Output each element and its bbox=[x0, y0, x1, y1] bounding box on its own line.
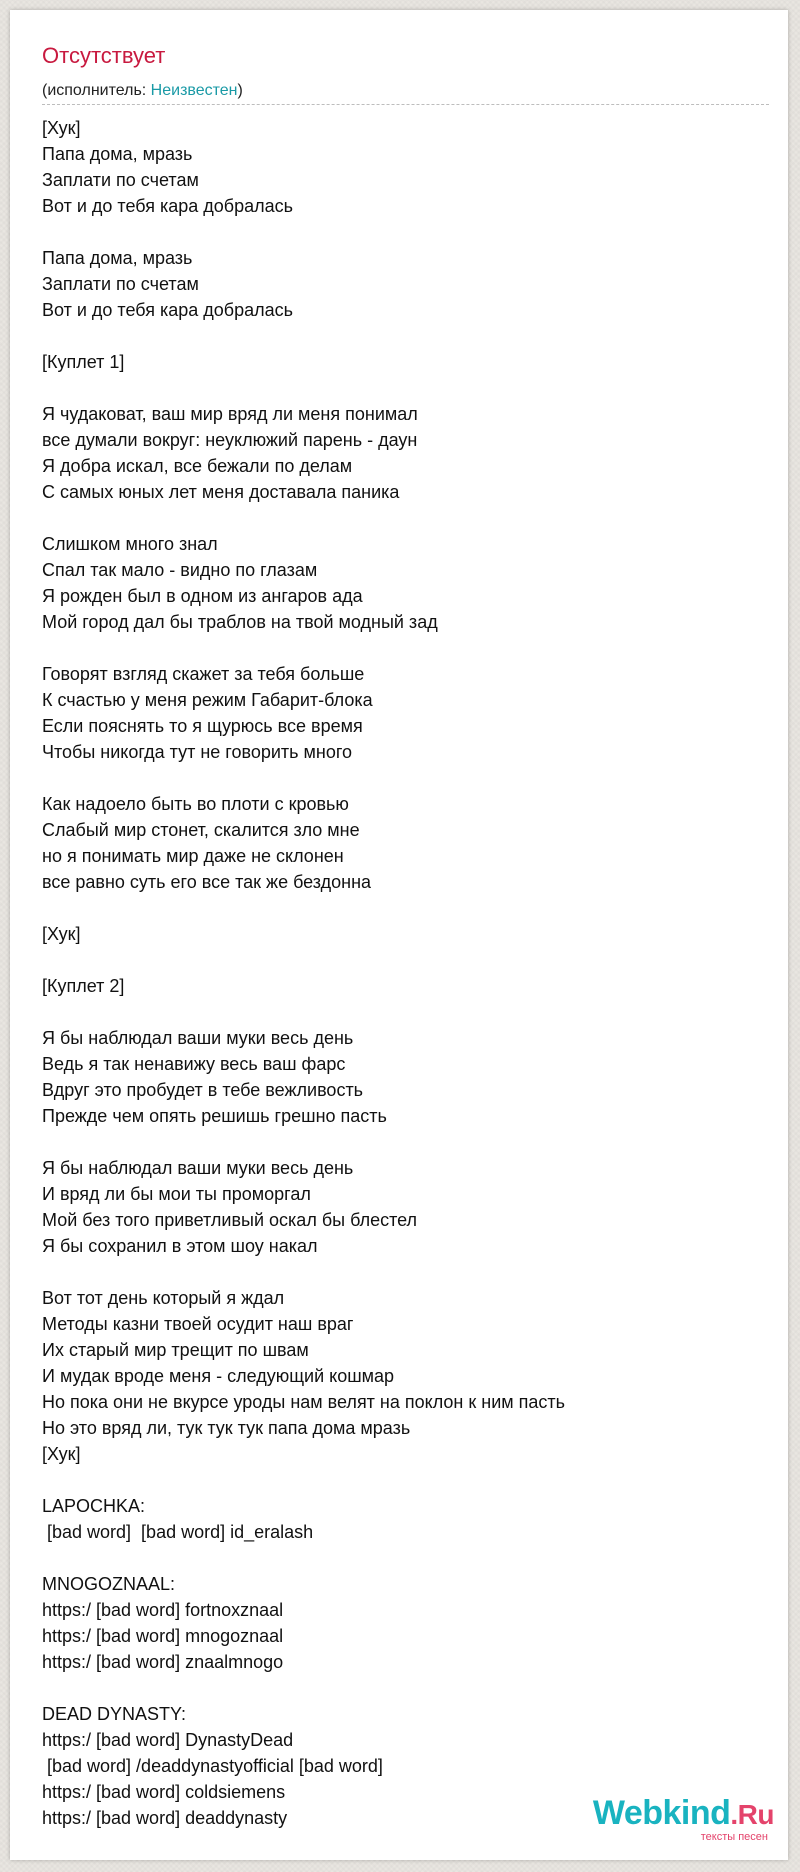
lyric-line: Их старый мир трещит по швам bbox=[42, 1340, 309, 1360]
lyric-line bbox=[42, 1545, 772, 1571]
lyric-line: Я бы наблюдал ваши муки весь день bbox=[42, 1158, 354, 1178]
lyric-line: Папа дома, мразь bbox=[42, 144, 193, 164]
lyric-line: все равно суть его все так же бездонна bbox=[42, 872, 372, 892]
lyric-line: Прежде чем опять решишь грешно пасть bbox=[42, 1106, 387, 1126]
lyric-line: [Куплет 2] bbox=[42, 976, 125, 996]
lyric-line: Я чудаковат, ваш мир вряд ли меня понимал bbox=[42, 404, 418, 424]
lyric-line: Чтобы никогда тут не говорить много bbox=[42, 742, 353, 762]
lyric-line bbox=[42, 219, 772, 245]
lyric-line: https:/ [bad word] znaalmnogo bbox=[42, 1652, 284, 1672]
lyric-line: Если пояснять то я щурюсь все время bbox=[42, 716, 363, 736]
artist-prefix: (исполнитель: bbox=[42, 82, 151, 99]
logo-wordmark: Webkind.Ru bbox=[592, 1794, 774, 1832]
lyric-line: LAPOCHKA: bbox=[42, 1496, 146, 1516]
lyric-line: Но это вряд ли, тук тук тук папа дома мразь bbox=[42, 1418, 411, 1438]
lyric-line: Как надоело быть во плоти с кровью bbox=[42, 794, 349, 814]
lyric-line: Вот и до тебя кара добралась bbox=[42, 196, 293, 216]
lyric-line: MNOGOZNAAL: bbox=[42, 1574, 176, 1594]
lyric-line bbox=[42, 323, 772, 349]
lyric-line bbox=[42, 505, 772, 531]
lyric-line: Вот тот день который я ждал bbox=[42, 1288, 285, 1308]
lyric-line: https:/ [bad word] fortnoxznaal bbox=[42, 1600, 284, 1620]
lyric-line: С самых юных лет меня доставала паника bbox=[42, 482, 400, 502]
lyric-line: https:/ [bad word] deaddynasty bbox=[42, 1808, 288, 1828]
lyric-line: [Хук] bbox=[42, 924, 81, 944]
lyric-line: [Куплет 1] bbox=[42, 352, 125, 372]
lyric-line bbox=[42, 1129, 772, 1155]
lyrics-text bbox=[42, 115, 772, 1831]
lyric-line: Слишком много знал bbox=[42, 534, 218, 554]
lyric-line: Я бы наблюдал ваши муки весь день bbox=[42, 1028, 354, 1048]
lyric-line: DEAD DYNASTY: bbox=[42, 1704, 187, 1724]
lyric-line: Вот и до тебя кара добралась bbox=[42, 300, 293, 320]
lyric-line: Я бы сохранил в этом шоу накал bbox=[42, 1236, 318, 1256]
lyric-line: Вдруг это пробудет в тебе вежливость bbox=[42, 1080, 364, 1100]
lyric-line: [Хук] bbox=[42, 118, 81, 138]
lyrics-card bbox=[10, 10, 788, 1860]
lyric-line bbox=[42, 895, 772, 921]
lyric-line: Мой город дал бы траблов на твой модный зад bbox=[42, 612, 438, 632]
lyric-line bbox=[42, 999, 772, 1025]
lyric-line: Ведь я так ненавижу весь ваш фарс bbox=[42, 1054, 346, 1074]
artist-link[interactable]: Неизвестен bbox=[150, 82, 238, 99]
lyric-line: [bad word] [bad word] id_eralash bbox=[42, 1522, 314, 1542]
logo-tld: .Ru bbox=[730, 1799, 774, 1830]
lyric-line: К счастью у меня режим Габарит-блока bbox=[42, 690, 373, 710]
artist-line bbox=[42, 81, 243, 101]
lyric-line: И мудак вроде меня - следующий кошмар bbox=[42, 1366, 395, 1386]
lyric-line: Говорят взгляд скажет за тебя больше bbox=[42, 664, 365, 684]
lyric-line: Я рожден был в одном из ангаров ада bbox=[42, 586, 363, 606]
lyric-line: https:/ [bad word] mnogoznaal bbox=[42, 1626, 284, 1646]
lyric-line: [Хук] bbox=[42, 1444, 81, 1464]
lyric-line: все думали вокруг: неуклюжий парень - даун bbox=[42, 430, 418, 450]
lyric-line: Мой без того приветливый оскал бы блестел bbox=[42, 1210, 418, 1230]
lyric-line: Спал так мало - видно по глазам bbox=[42, 560, 318, 580]
lyric-line: [bad word] /deaddynastyofficial [bad word] bbox=[42, 1756, 383, 1776]
lyric-line: Заплати по счетам bbox=[42, 170, 199, 190]
lyric-line: но я понимать мир даже не склонен bbox=[42, 846, 344, 866]
lyric-line: Заплати по счетам bbox=[42, 274, 199, 294]
lyric-line bbox=[42, 765, 772, 791]
lyric-line: https:/ [bad word] coldsiemens bbox=[42, 1782, 286, 1802]
lyric-line: https:/ [bad word] DynastyDead bbox=[42, 1730, 294, 1750]
site-logo[interactable] bbox=[593, 1795, 774, 1843]
song-title: Отсутствует bbox=[42, 43, 166, 68]
lyric-line bbox=[42, 947, 772, 973]
lyric-line: Я добра искал, все бежали по делам bbox=[42, 456, 353, 476]
lyric-line: Слабый мир стонет, скалится зло мне bbox=[42, 820, 360, 840]
lyric-line: Но пока они не вкурсе уроды нам велят на поклон к ним пасть bbox=[42, 1392, 566, 1412]
lyric-line bbox=[42, 1259, 772, 1285]
lyric-line: И вряд ли бы мои ты проморгал bbox=[42, 1184, 311, 1204]
artist-suffix: ) bbox=[237, 82, 243, 99]
lyric-line bbox=[42, 635, 772, 661]
lyric-line: Методы казни твоей осудит наш враг bbox=[42, 1314, 354, 1334]
logo-tagline: тексты песен bbox=[700, 1831, 768, 1843]
divider bbox=[42, 104, 769, 105]
lyric-line bbox=[42, 1467, 772, 1493]
lyric-line bbox=[42, 375, 772, 401]
lyric-line bbox=[42, 1675, 772, 1701]
lyric-line: Папа дома, мразь bbox=[42, 248, 193, 268]
